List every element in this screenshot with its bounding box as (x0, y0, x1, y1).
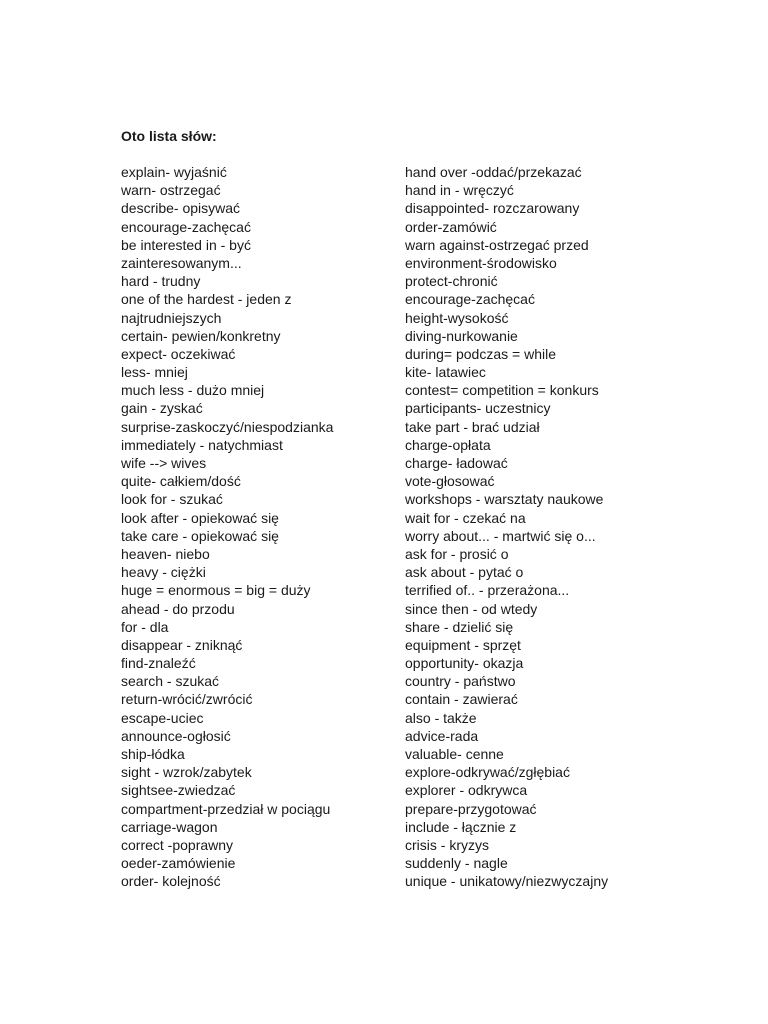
list-item: warn against-ostrzegać przed (405, 236, 589, 253)
list-item: immediately - natychmiast (121, 436, 283, 453)
list-item: contest= competition = konkurs (405, 382, 599, 399)
list-item: find-znaleźć (121, 655, 196, 672)
list-item: take part - brać udział (405, 418, 540, 435)
list-item: explain- wyjaśnić (121, 164, 227, 180)
list-item: worry about... - martwić się o... (405, 527, 596, 544)
list-item: participants- uczestnicy (405, 400, 551, 417)
list-item: order- kolejność (121, 873, 221, 890)
list-item: look for - szukać (121, 491, 223, 508)
list-item: oeder-zamówienie (121, 855, 236, 872)
list-item: heavy - ciężki (121, 564, 206, 581)
list-item: disappointed- rozczarowany (405, 200, 580, 217)
list-item: share - dzielić się (405, 618, 514, 635)
list-item: suddenly - nagle (405, 855, 508, 872)
list-item: country - państwo (405, 673, 516, 690)
list-item: escape-uciec (121, 709, 204, 726)
list-item: warn- ostrzegać (121, 182, 221, 199)
list-item: advice-rada (405, 727, 479, 744)
page-title: Oto lista słów: (121, 128, 217, 144)
list-item: explore-odkrywać/zgłębiać (405, 764, 570, 781)
list-item: unique - unikatowy/niezwyczajny (405, 873, 609, 890)
list-item: contain - zawierać (405, 691, 518, 708)
list-item: charge- ładować (405, 455, 508, 471)
list-item: valuable- cenne (405, 746, 504, 762)
list-item: gain - zyskać (121, 400, 203, 417)
list-item: workshops - warsztaty naukowe (405, 491, 604, 508)
list-item: order-zamówić (405, 218, 497, 235)
list-item: disappear - zniknąć (121, 636, 243, 653)
list-item: for - dla (121, 618, 169, 635)
list-item: hand in - wręczyć (405, 182, 514, 199)
list-item: during= podczas = while (405, 345, 556, 362)
list-item: heaven- niebo (121, 545, 210, 562)
list-item: diving-nurkowanie (405, 327, 518, 344)
list-item: ship-łódka (121, 746, 185, 762)
list-item: look after - opiekować się (121, 509, 279, 526)
list-item: compartment-przedział w pociągu (121, 800, 331, 817)
list-item: also - także (405, 709, 477, 726)
list-item: prepare-przygotować (405, 800, 537, 817)
list-item: zainteresowanym... (121, 254, 242, 271)
list-item: return-wrócić/zwrócić (121, 691, 253, 708)
list-item: be interested in - być (121, 236, 251, 253)
list-item: encourage-zachęcać (121, 218, 251, 235)
list-item: encourage-zachęcać (405, 291, 535, 308)
list-item: less- mniej (121, 364, 188, 381)
list-item: describe- opisywać (121, 200, 241, 217)
list-item: ask for - prosić o (405, 545, 509, 562)
list-item: quite- całkiem/dość (121, 473, 241, 490)
list-item: announce-ogłosić (121, 727, 231, 744)
list-item: surprise-zaskoczyć/niespodzianka (121, 418, 334, 435)
list-item: terrified of.. - przerażona... (405, 582, 570, 599)
list-item: take care - opiekować się (121, 527, 279, 544)
list-item: since then - od wtedy (405, 600, 538, 617)
list-item: one of the hardest - jeden z (121, 291, 292, 308)
list-item: environment-środowisko (405, 254, 557, 271)
list-item: kite- latawiec (405, 364, 486, 381)
list-item: charge-opłata (405, 436, 491, 453)
list-item: najtrudniejszych (121, 309, 222, 326)
list-item: correct -poprawny (121, 836, 234, 853)
list-item: vote-głosować (405, 473, 495, 490)
list-item: protect-chronić (405, 273, 498, 290)
list-item: crisis - kryzys (405, 836, 489, 853)
list-item: ahead - do przodu (121, 600, 235, 617)
list-item: hand over -oddać/przekazać (405, 164, 582, 180)
list-item: equipment - sprzęt (405, 636, 521, 653)
list-item: include - łącznie z (405, 818, 517, 835)
list-item: expect- oczekiwać (121, 345, 236, 362)
list-item: huge = enormous = big = duży (121, 582, 311, 599)
list-item: opportunity- okazja (405, 655, 524, 672)
list-item: explorer - odkrywca (405, 782, 528, 799)
list-item: wait for - czekać na (405, 509, 526, 526)
list-item: carriage-wagon (121, 818, 218, 835)
list-item: hard - trudny (121, 273, 201, 290)
list-item: search - szukać (121, 673, 220, 690)
word-list-right (405, 163, 705, 891)
list-item: much less - dużo mniej (121, 382, 265, 399)
list-item: certain- pewien/konkretny (121, 327, 281, 344)
list-item: sight - wzrok/zabytek (121, 764, 252, 781)
list-item: height-wysokość (405, 309, 509, 326)
list-item: ask about - pytać o (405, 564, 524, 581)
list-item: sightsee-zwiedzać (121, 782, 236, 799)
list-item: wife --> wives (121, 455, 207, 471)
word-list-left (121, 163, 391, 891)
